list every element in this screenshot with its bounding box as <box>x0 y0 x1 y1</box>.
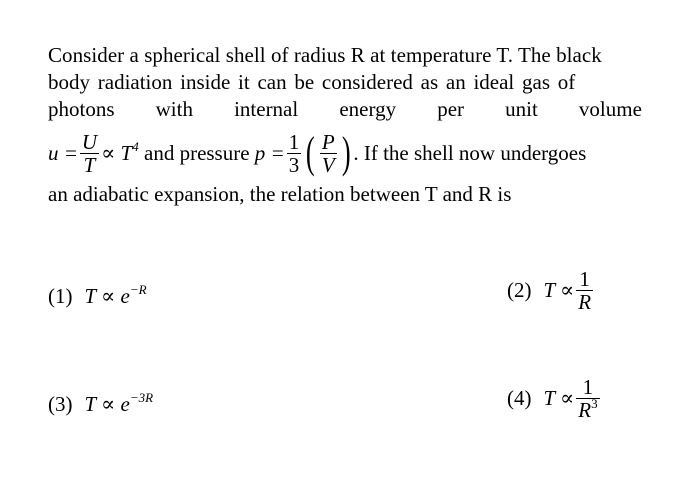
pv-fraction <box>320 131 337 176</box>
option-4-denominator-base: R <box>578 398 592 422</box>
question-line-1 <box>48 42 642 69</box>
left-paren: ( <box>306 128 315 177</box>
u-fraction-denominator: T <box>83 152 96 177</box>
question-line-1-text: Consider a spherical shell of radius R at temperature T. The black <box>48 43 602 67</box>
word: with <box>155 97 193 121</box>
p-equals: p = <box>254 140 285 165</box>
option-4-numerator: 1 <box>576 376 599 399</box>
formula-line <box>48 125 642 181</box>
word: photons <box>48 97 115 121</box>
option-4-denominator <box>576 396 599 422</box>
pv-fraction-denominator: V <box>321 152 335 177</box>
option-4-lhs: T ∝ <box>543 386 575 410</box>
option-3-exponent: −3R <box>129 390 154 405</box>
right-paren: ) <box>341 128 351 177</box>
option-1-expression <box>85 284 147 309</box>
p-fraction-numerator: 1 <box>288 129 300 154</box>
word: energy <box>339 97 397 121</box>
option-3[interactable] <box>48 392 153 417</box>
p-fraction <box>287 131 302 176</box>
t-exponent: 4 <box>132 138 139 154</box>
option-2-fraction <box>576 268 593 313</box>
option-4-number: (4) <box>507 386 532 410</box>
question-line-2-text: body radiation inside it can be considered as an ideal gas of <box>48 70 576 94</box>
option-2-number: (2) <box>507 278 532 302</box>
word: internal <box>234 97 299 121</box>
question-line-5-text: an adiabatic expansion, the relation between T and R is <box>48 182 512 206</box>
question-text <box>48 42 642 208</box>
option-4[interactable] <box>507 376 602 421</box>
option-4-denominator-exponent: 3 <box>591 396 598 411</box>
u-equals: u = <box>48 140 78 165</box>
proportional-t-text: ∝ T <box>101 140 133 165</box>
option-2-denominator: R <box>578 290 592 314</box>
option-1-exponent: −R <box>129 282 147 297</box>
option-3-number: (3) <box>48 392 73 416</box>
pv-fraction-numerator: P <box>321 129 335 154</box>
word: volume <box>578 97 642 121</box>
formula-tail-text: . If the shell now undergoes <box>353 140 587 165</box>
option-2-lhs: T ∝ <box>543 278 575 302</box>
question-line-3 <box>48 96 642 123</box>
option-1-lhs: T ∝ e <box>84 284 130 308</box>
option-3-expression <box>85 392 154 417</box>
option-1[interactable] <box>48 284 147 309</box>
u-fraction <box>80 131 99 176</box>
and-pressure-text: and pressure <box>138 140 255 165</box>
proportional-t <box>101 140 139 167</box>
option-4-fraction <box>576 376 599 421</box>
word: unit <box>505 97 538 121</box>
question-line-2 <box>48 69 642 96</box>
option-2-numerator: 1 <box>576 268 593 291</box>
u-fraction-numerator: U <box>81 129 98 154</box>
p-fraction-denominator: 3 <box>288 152 300 177</box>
option-2[interactable] <box>507 268 595 313</box>
option-1-number: (1) <box>48 284 73 308</box>
option-3-lhs: T ∝ e <box>84 392 130 416</box>
question-line-5 <box>48 181 642 208</box>
word: per <box>437 97 465 121</box>
